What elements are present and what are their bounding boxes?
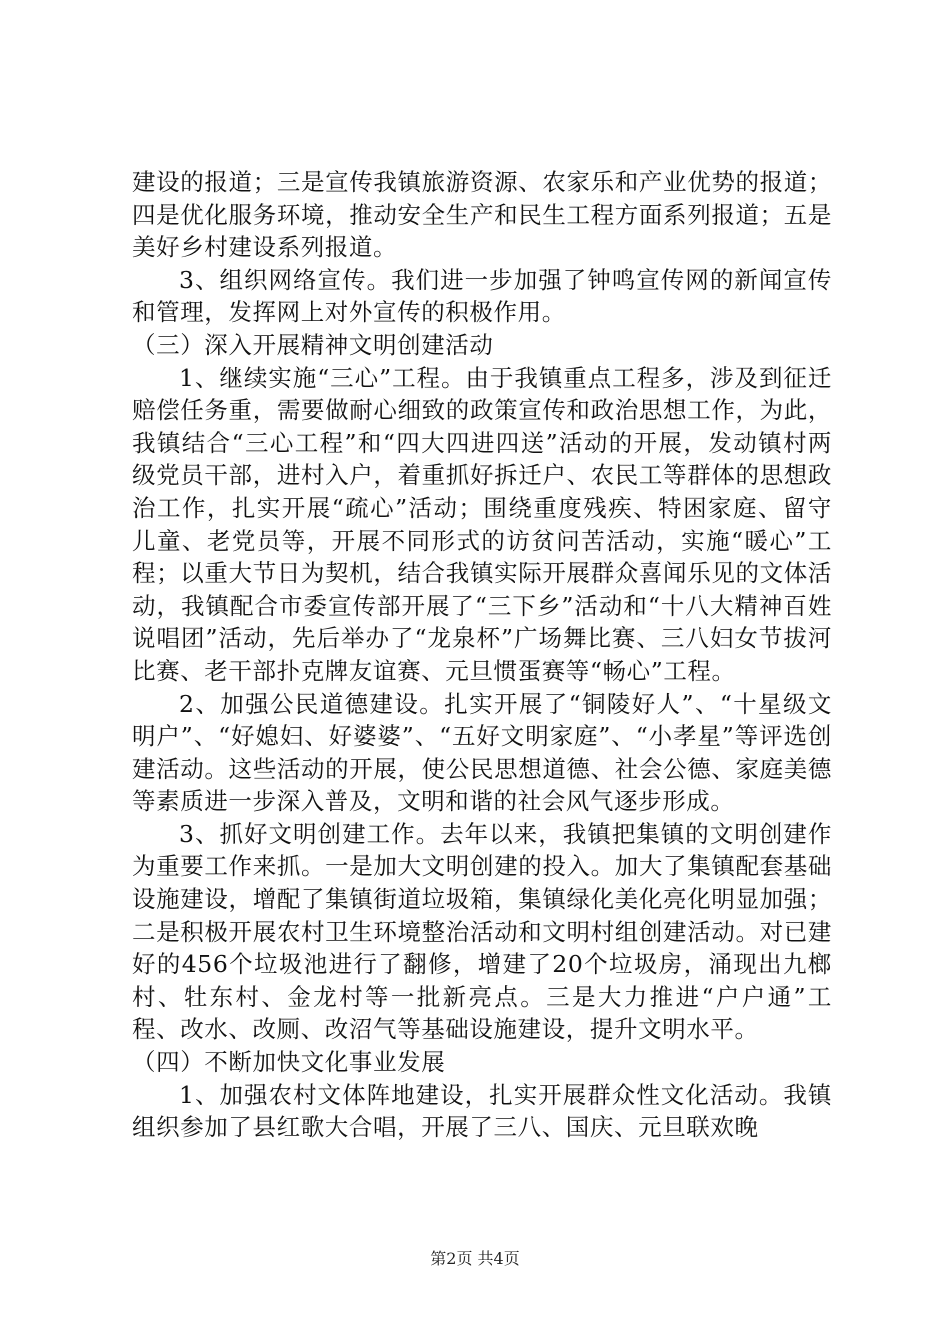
section-heading: （四）不断加快文化事业发展	[132, 1048, 446, 1077]
body-paragraph: 3、组织网络宣传。我们进一步加强了钟鸣宣传网的新闻宣传和管理，发挥网上对外宣传的积极作用。	[132, 265, 832, 327]
body-paragraph: 1、加强农村文体阵地建设，扎实开展群众性文化活动。我镇组织参加了县红歌大合唱，开展了三八、国庆、元旦联欢晚	[132, 1080, 832, 1142]
page-number: 第2页 共4页	[430, 1249, 520, 1268]
body-paragraph: 建设的报道；三是宣传我镇旅游资源、农家乐和产业优势的报道；四是优化服务环境，推动安全生产和民生工程方面系列报道；五是美好乡村建设系列报道。	[132, 168, 832, 262]
document-body	[132, 166, 832, 1144]
page-footer	[0, 1246, 950, 1269]
body-paragraph: 2、加强公民道德建设。扎实开展了“铜陵好人”、“十星级文明户”、“好媳妇、好婆婆”、“五好文明家庭”、“小孝星”等评选创建活动。这些活动的开展，使公民思想道德、社会公德、家庭美德等素质进一步深入普及，文明和谐的社会风气逐步形成。	[132, 689, 832, 816]
body-paragraph: 1、继续实施“三心”工程。由于我镇重点工程多，涉及到征迁赔偿任务重，需要做耐心细致的政策宣传和政治思想工作，为此，我镇结合“三心工程”和“四大四进四送”活动的开展，发动镇村两级党员干部，进村入户，着重抓好拆迁户、农民工等群体的思想政治工作，扎实开展“疏心”活动；围绕重度残疾、特困家庭、留守儿童、老党员等，开展不同形式的访贫问苦活动，实施“暖心”工程；以重大节日为契机，结合我镇实际开展群众喜闻乐见的文体活动，我镇配合市委宣传部开展了“三下乡”活动和“十八大精神百姓说唱团”活动，先后举办了“龙泉杯”广场舞比赛、三八妇女节拔河比赛、老干部扑克牌友谊赛、元旦惯蛋赛等“畅心”工程。	[132, 363, 832, 685]
section-heading: （三）深入开展精神文明创建活动	[132, 330, 494, 359]
body-paragraph: 3、抓好文明创建工作。去年以来，我镇把集镇的文明创建作为重要工作来抓。一是加大文明创建的投入。加大了集镇配套基础设施建设，增配了集镇街道垃圾箱，集镇绿化美化亮化明显加强；二是积极开展农村卫生环境整治活动和文明村组创建活动。对已建好的456个垃圾池进行了翻修，增建了20个垃圾房，涌现出九榔村、牡东村、金龙村等一批新亮点。三是大力推进“户户通”工程、改水、改厕、改沼气等基础设施建设，提升文明水平。	[132, 819, 832, 1044]
